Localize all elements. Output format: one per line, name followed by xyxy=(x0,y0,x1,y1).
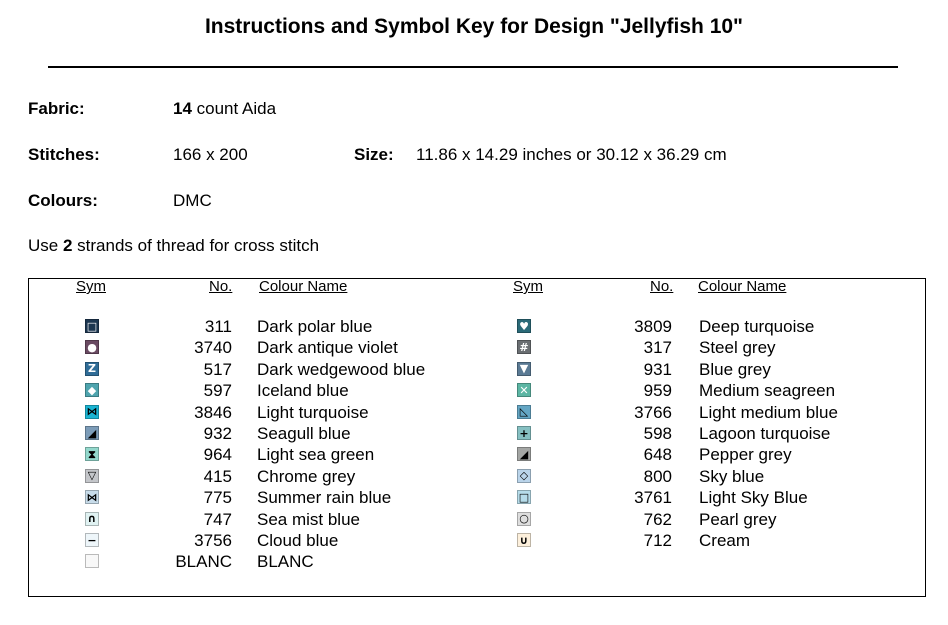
symbol-key-row xyxy=(0,467,948,488)
symbol-key-row xyxy=(0,488,948,509)
colour-name: Deep turquoise xyxy=(699,317,815,336)
color-swatch-icon: □ xyxy=(518,490,530,504)
symbol-key-row xyxy=(0,381,948,402)
symbol-key-row xyxy=(0,424,948,445)
colour-name: Dark polar blue xyxy=(257,317,373,336)
dmc-number: 747 xyxy=(203,509,232,529)
color-swatch-icon: ♥ xyxy=(517,319,531,333)
dmc-number: 3761 xyxy=(634,488,672,508)
symbol-key-row xyxy=(0,552,948,573)
dmc-number: 3846 xyxy=(194,402,232,422)
colour-name: Medium seagreen xyxy=(699,381,836,401)
strands-instruction xyxy=(28,236,319,256)
page-title: Instructions and Symbol Key for Design "Jellyfish 10" xyxy=(204,15,744,38)
fabric-value xyxy=(173,99,276,119)
size-value: 11.86 x 14.29 inches or 30.12 x 36.29 cm xyxy=(416,145,727,164)
dmc-number: 775 xyxy=(203,488,232,508)
dmc-number: 762 xyxy=(643,509,672,529)
dmc-number: 959 xyxy=(643,381,672,401)
strands-prefix: Use xyxy=(28,236,63,255)
color-swatch-icon: ⋈ xyxy=(86,490,98,504)
left-sym-header: Sym xyxy=(76,278,106,295)
color-swatch-icon: ● xyxy=(85,340,99,354)
color-swatch-icon xyxy=(85,554,99,568)
stitches-value: 166 x 200 xyxy=(173,145,248,164)
dmc-number: 3756 xyxy=(194,531,232,550)
color-swatch-icon: ○ xyxy=(517,512,531,526)
left-no-header: No. xyxy=(209,278,233,295)
right-sym-header: Sym xyxy=(513,278,543,295)
color-swatch-icon: ⋈ xyxy=(86,405,98,419)
dmc-number: 597 xyxy=(203,381,232,401)
colour-name: Blue grey xyxy=(699,359,771,379)
colour-name: BLANC xyxy=(257,552,314,572)
color-swatch-icon: ◺ xyxy=(517,405,531,419)
color-swatch-icon: ✕ xyxy=(517,383,531,397)
colour-name: Light turquoise xyxy=(257,402,369,422)
title-divider xyxy=(48,66,898,68)
right-no-header: No. xyxy=(650,278,674,295)
dmc-number: 800 xyxy=(643,466,672,486)
symbol-key-row xyxy=(0,510,948,531)
strands-count: 2 xyxy=(62,236,73,255)
dmc-number: 712 xyxy=(643,531,672,550)
color-swatch-icon: + xyxy=(517,426,531,440)
right-name-header: Colour Name xyxy=(698,278,787,295)
dmc-number: BLANC xyxy=(175,552,232,572)
dmc-number: 648 xyxy=(643,445,672,465)
symbol-key-row xyxy=(0,403,948,424)
symbol-key-row xyxy=(0,360,948,381)
colour-name: Light sea green xyxy=(257,445,375,465)
fabric-count: 14 xyxy=(173,99,192,118)
dmc-number: 3740 xyxy=(194,338,232,358)
colour-name: Iceland blue xyxy=(257,381,349,401)
colour-name: Sky blue xyxy=(699,466,765,486)
colours-label: Colours: xyxy=(28,191,98,210)
color-swatch-icon: ∩ xyxy=(85,512,99,526)
dmc-number: 598 xyxy=(643,424,672,443)
dmc-number: 317 xyxy=(643,338,672,358)
colour-name: Dark antique violet xyxy=(257,338,398,358)
color-swatch-icon: □ xyxy=(86,319,98,333)
colour-name: Pearl grey xyxy=(699,509,777,529)
size-label: Size: xyxy=(354,145,394,164)
color-swatch-icon: Z xyxy=(85,362,99,376)
symbol-key-row xyxy=(0,445,948,466)
colour-name: Summer rain blue xyxy=(257,488,392,508)
colour-name: Lagoon turquoise xyxy=(699,424,831,443)
color-swatch-icon: ◢ xyxy=(517,447,531,461)
symbol-key-row xyxy=(0,317,948,338)
color-swatch-icon: ◢ xyxy=(85,426,99,440)
colour-name: Dark wedgewood blue xyxy=(257,359,426,379)
dmc-number: 3809 xyxy=(634,317,672,336)
colours-value: DMC xyxy=(173,191,212,210)
dmc-number: 415 xyxy=(203,466,232,486)
colour-name: Chrome grey xyxy=(257,466,356,486)
strands-suffix: strands of thread for cross stitch xyxy=(72,236,320,255)
color-swatch-icon: ◆ xyxy=(85,383,99,397)
dmc-number: 3766 xyxy=(634,402,672,422)
left-name-header: Colour Name xyxy=(259,278,348,295)
colour-name: Steel grey xyxy=(699,338,776,358)
color-swatch-icon: ◇ xyxy=(517,469,531,483)
colour-name: Cloud blue xyxy=(257,531,339,550)
color-swatch-icon: # xyxy=(517,340,531,354)
colour-name: Light medium blue xyxy=(699,402,838,422)
dmc-number: 931 xyxy=(643,359,672,379)
fabric-label: Fabric: xyxy=(28,99,85,118)
colour-name: Sea mist blue xyxy=(257,509,360,529)
dmc-number: 964 xyxy=(203,445,232,465)
colour-name: Seagull blue xyxy=(257,424,351,443)
symbol-key-row xyxy=(0,338,948,359)
colour-name: Pepper grey xyxy=(699,445,792,465)
symbol-key-row xyxy=(0,531,948,552)
dmc-number: 311 xyxy=(204,317,232,336)
colour-name: Cream xyxy=(699,531,751,550)
dmc-number: 517 xyxy=(203,359,232,379)
colour-name: Light Sky Blue xyxy=(699,488,808,508)
color-swatch-icon: ⧗ xyxy=(85,447,99,461)
color-swatch-icon: − xyxy=(85,533,99,547)
stitches-label: Stitches: xyxy=(28,145,100,164)
color-swatch-icon: ▼ xyxy=(517,362,531,376)
color-swatch-icon: ▽ xyxy=(85,469,99,483)
color-swatch-icon: ∪ xyxy=(517,533,531,547)
dmc-number: 932 xyxy=(203,424,232,443)
fabric-type: count Aida xyxy=(191,99,277,118)
